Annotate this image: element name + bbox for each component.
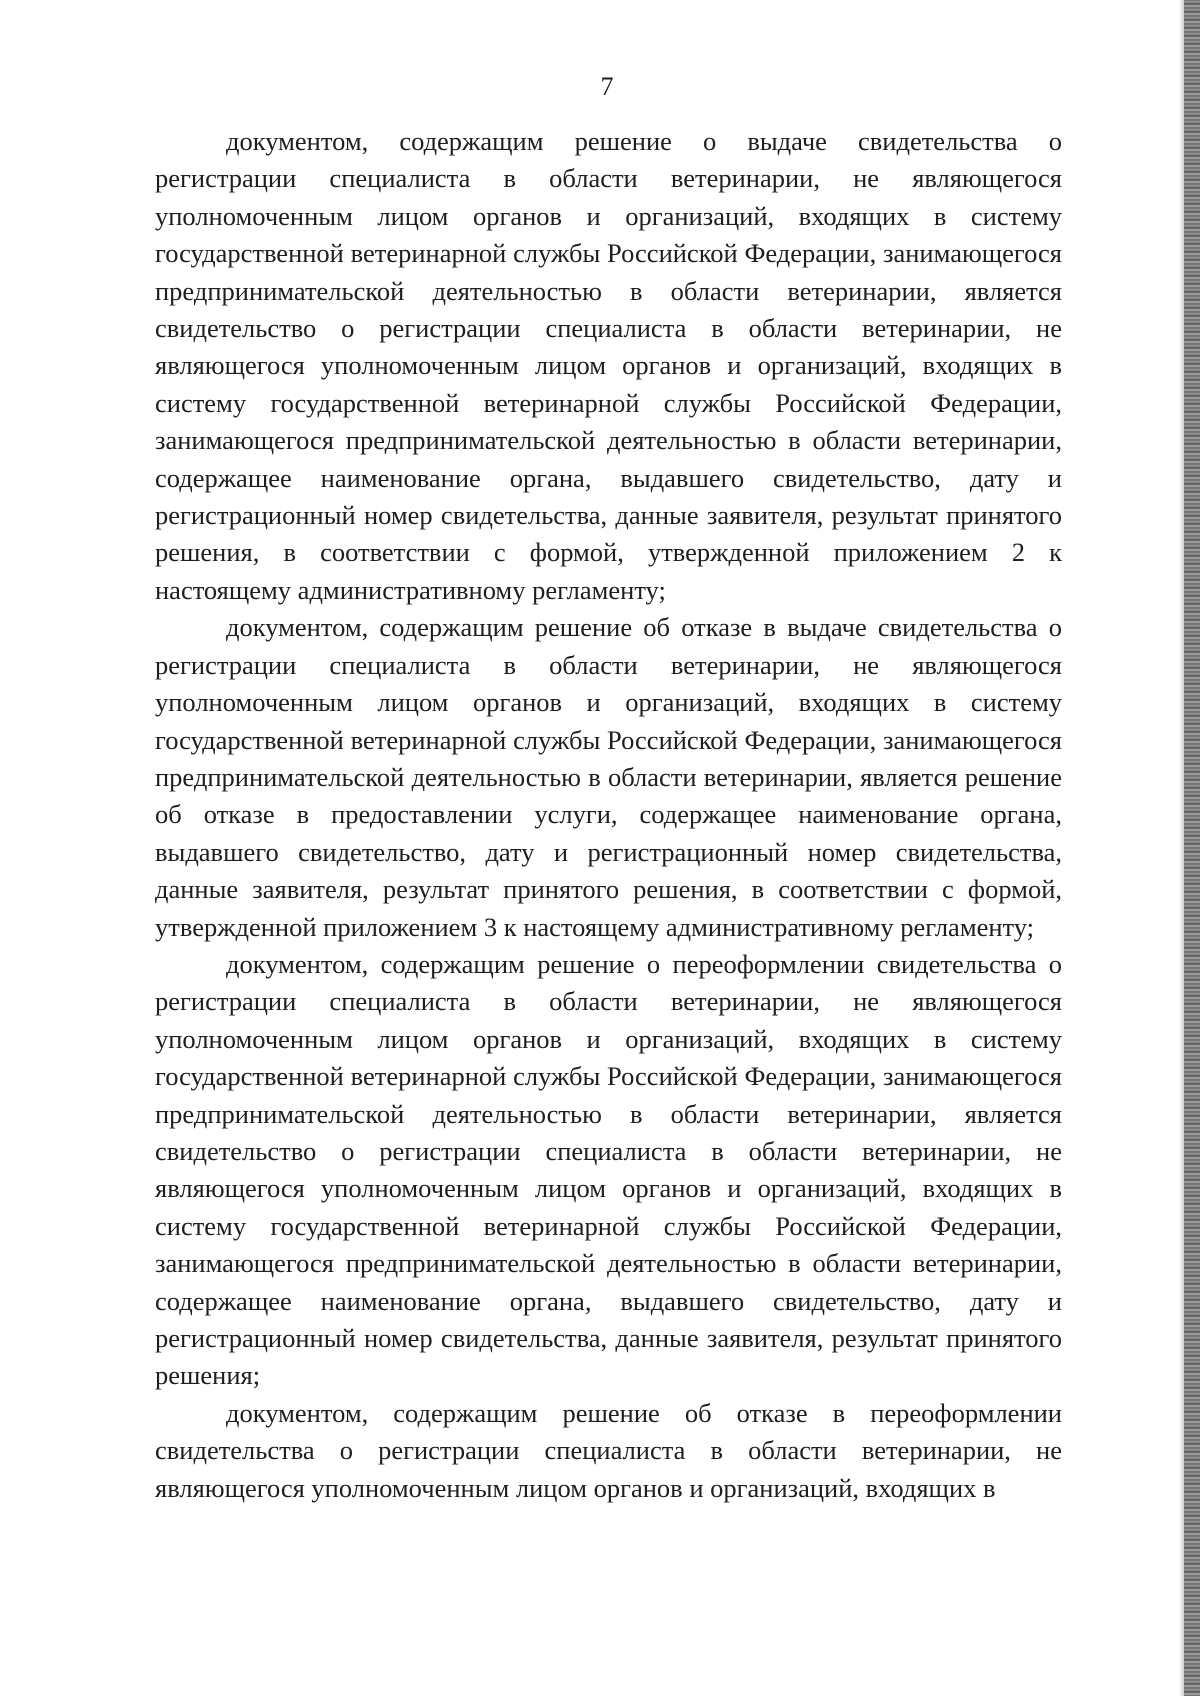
- paragraph-issuance-refusal: документом, содержащим решение об отказе в выдаче свидетельства о регистрации специалиста в области ветеринарии, не являющегося уполномоченным лицом органов и организаций, входящих в систему государственной ветеринарной службы Российской Федерации, занимающегося предпринимательской деятельностью в области ветеринарии, является решение об отказе в предоставлении услуги, содержащее наименование органа, выдавшего свидетельство, дату и регистрационный номер свидетельства, данные заявителя, результат принятого решения, в соответствии с формой, утвержденной приложением 3 к настоящему административному регламенту;: [155, 612, 1062, 942]
- paragraph-reissue-decision: документом, содержащим решение о переоформлении свидетельства о регистрации специалиста в области ветеринарии, не являющегося уполномоченным лицом органов и организаций, входящих в систему государственной ветеринарной службы Российской Федерации, занимающегося предпринимательской деятельностью в области ветеринарии, является свидетельство о регистрации специалиста в области ветеринарии, не являющегося уполномоченным лицом органов и организаций, входящих в систему государственной ветеринарной службы Российской Федерации, занимающегося предпринимательской деятельностью в области ветеринарии, содержащее наименование органа, выдавшего свидетельство, дату и регистрационный номер свидетельства, данные заявителя, результат принятого решения;: [155, 948, 1062, 1391]
- paragraph-reissue-refusal: документом, содержащим решение об отказе в переоформлении свидетельства о регистрации специалиста в области ветеринарии, не являющегося уполномоченным лицом органов и организаций, входящих в: [155, 1397, 1062, 1503]
- paragraph-issuance-decision: документом, содержащим решение о выдаче свидетельства о регистрации специалиста в области ветеринарии, не являющегося уполномоченным лицом органов и организаций, входящих в систему государственной ветеринарной службы Российской Федерации, занимающегося предпринимательской деятельностью в области ветеринарии, является свидетельство о регистрации специалиста в области ветеринарии, не являющегося уполномоченным лицом органов и организаций, входящих в систему государственной ветеринарной службы Российской Федерации, занимающегося предпринимательской деятельностью в области ветеринарии, содержащее наименование органа, выдавшего свидетельство, дату и регистрационный номер свидетельства, данные заявителя, результат принятого решения, в соответствии с формой, утвержденной приложением 2 к настоящему административному регламенту;: [155, 126, 1062, 605]
- scan-edge: [1184, 0, 1200, 1696]
- body-text: [155, 123, 1062, 1507]
- page-number: 7: [600, 72, 614, 101]
